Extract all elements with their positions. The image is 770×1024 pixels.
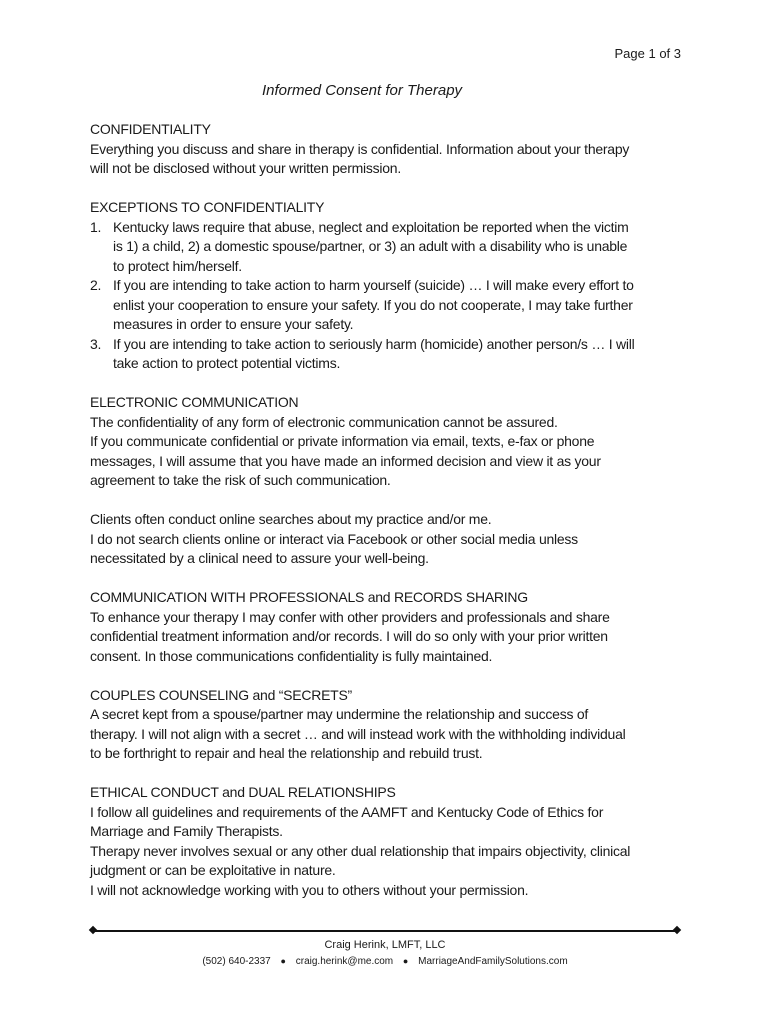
list-number: 2.: [90, 277, 102, 293]
section-online-searches: [90, 510, 635, 569]
list-item-text: If you are intending to take action to seriously harm (homicide) another person/s … I will take action to protect potential victims.: [113, 335, 635, 371]
document-body: [90, 120, 635, 920]
document-title: Informed Consent for Therapy: [261, 82, 463, 99]
paragraph: I follow all guidelines and requirements of the AAMFT and Kentucky Code of Ethics for Marriage and Family Therapists.: [90, 803, 604, 839]
list-item: [90, 218, 635, 277]
list-item: [90, 335, 635, 374]
paragraph: The confidentiality of any form of electronic communication cannot be assured.: [90, 413, 558, 430]
footer-name: Craig Herink, LMFT, LLC: [324, 939, 446, 951]
list-item-text: Kentucky laws require that abuse, neglect and exploitation be reported when the victim is 1) a child, 2) a domestic spouse/partner, or 3) an adult with a disability who is unable to protect him/herself.: [113, 218, 629, 274]
paragraph: Clients often conduct online searches about my practice and/or me.: [90, 511, 492, 527]
section-heading: ETHICAL CONDUCT and DUAL RELATIONSHIPS: [90, 784, 396, 800]
footer-phone: (502) 640-2337: [202, 956, 271, 967]
section-electronic-communication: [90, 393, 635, 491]
footer-email: craig.herink@me.com: [295, 956, 394, 967]
list-number: 1.: [90, 218, 102, 235]
section-ethical-conduct: [90, 783, 635, 900]
paragraph: Therapy never involves sexual or any other dual relationship that impairs objectivity, clinical judgment or can be exploitative in nature.: [90, 842, 631, 878]
section-heading: COMMUNICATION WITH PROFESSIONALS and RECORDS SHARING: [90, 589, 528, 605]
list-number: 3.: [90, 335, 102, 352]
list-item-text: If you are intending to take action to harm yourself (suicide) … I will make every effort to enlist your cooperation to ensure your safety. If you do not cooperate, I may take further measures in order to ensure your safety.: [113, 277, 634, 332]
footer-divider: [92, 930, 678, 932]
exceptions-list: [90, 218, 635, 374]
paragraph: Everything you discuss and share in therapy is confidential. Information about your therapy will not be disclosed without your written permission.: [90, 140, 630, 176]
section-heading: ELECTRONIC COMMUNICATION: [90, 394, 299, 410]
footer-website: MarriageAndFamilySolutions.com: [418, 956, 568, 967]
paragraph: A secret kept from a spouse/partner may undermine the relationship and success of therapy. I will not align with a secret … and will instead work with the withholding individual to be forthright to repair and heal the relationship and rebuild trust.: [90, 706, 626, 761]
section-couples: [90, 686, 635, 764]
bullet-icon: ●: [280, 956, 286, 966]
section-exceptions: [90, 198, 635, 374]
section-professionals: [90, 588, 635, 666]
footer-contact: [0, 956, 770, 967]
paragraph: I will not acknowledge working with you to others without your permission.: [90, 881, 529, 898]
section-heading: EXCEPTIONS TO CONFIDENTIALITY: [90, 199, 325, 215]
section-heading: CONFIDENTIALITY: [90, 121, 211, 137]
section-heading: COUPLES COUNSELING and “SECRETS”: [90, 686, 352, 703]
paragraph: I do not search clients online or interact via Facebook or other social media unless necessitated by a clinical need to assure your well-being.: [90, 530, 578, 566]
page-number: Page 1 of 3: [614, 46, 681, 61]
section-confidentiality: [90, 120, 635, 179]
paragraph: If you communicate confidential or private information via email, texts, e-fax or phone messages, I will assume that you have made an informed decision and view it as your agreement to take the risk of such communication.: [90, 433, 601, 488]
rule-diamond-right-icon: [673, 926, 681, 934]
list-item: [90, 276, 635, 335]
paragraph: To enhance your therapy I may confer with other providers and professionals and share confidential treatment information and/or records. I will do so only with your prior written consent. In those communications confidentiality is fully maintained.: [90, 608, 610, 664]
bullet-icon: ●: [402, 956, 409, 966]
